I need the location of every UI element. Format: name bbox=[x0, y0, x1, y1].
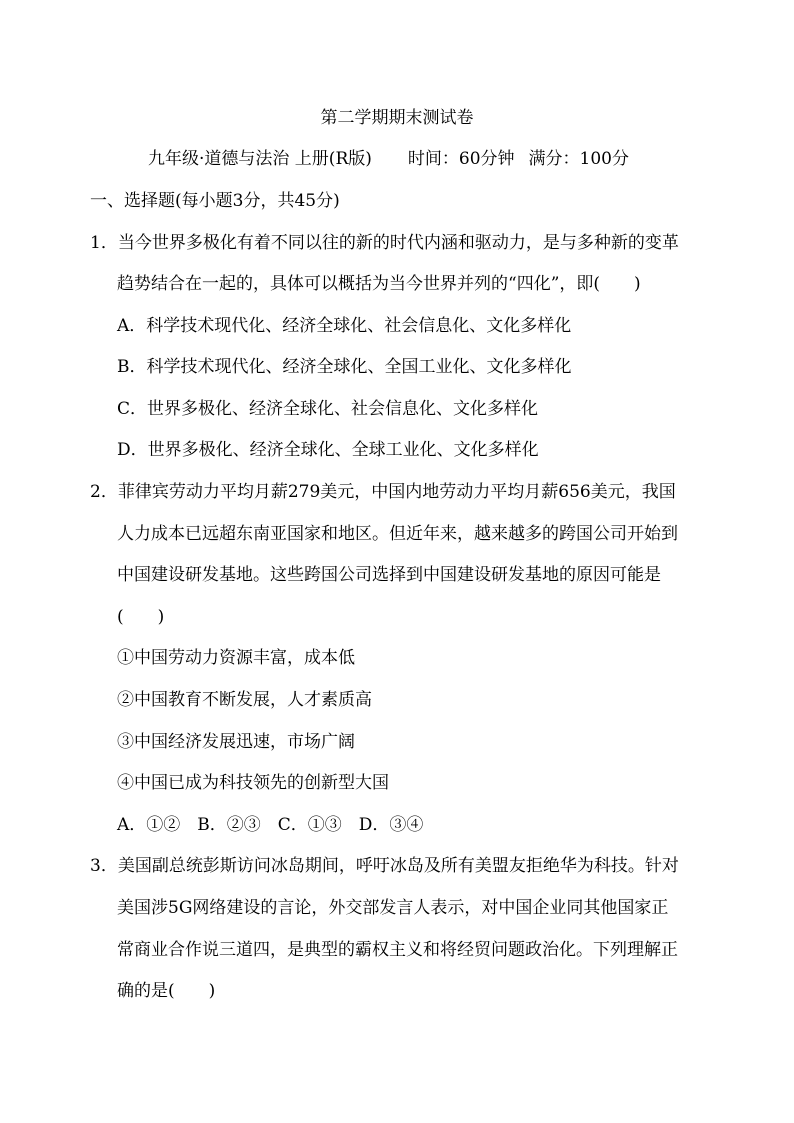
question-2-stem-line-3: 中国建设研发基地。这些跨国公司选择到中国建设研发基地的原因可能是 bbox=[117, 565, 661, 585]
question-1-option-b: B．科学技术现代化、经济全球化、全国工业化、文化多样化 bbox=[117, 357, 572, 377]
section-heading: 一、选择题(每小题3分，共45分) bbox=[90, 191, 340, 211]
question-3-stem-line-1: 3．美国副总统彭斯访问冰岛期间，呼吁冰岛及所有美盟友拒绝华为科技。针对 bbox=[90, 856, 679, 876]
question-2-stem-line-2: 人力成本已远超东南亚国家和地区。但近年来，越来越多的跨国公司开始到 bbox=[117, 524, 678, 544]
question-3-stem-line-2: 美国涉5G网络建设的言论，外交部发言人表示，对中国企业同其他国家正 bbox=[117, 898, 669, 918]
question-1-option-d: D．世界多极化、经济全球化、全球工业化、文化多样化 bbox=[117, 440, 539, 460]
question-1-stem-line-2: 趋势结合在一起的，具体可以概括为当今世界并列的“四化”，即( ) bbox=[117, 274, 641, 294]
question-1-option-c: C．世界多极化、经济全球化、社会信息化、文化多样化 bbox=[117, 399, 539, 419]
question-2-options: A．①② B．②③ C．①③ D．③④ bbox=[117, 815, 424, 835]
full-score: 满分：100分 bbox=[528, 149, 629, 169]
exam-info bbox=[148, 147, 629, 171]
question-1-stem-line-1: 1．当今世界多极化有着不同以往的新的时代内涵和驱动力，是与多种新的变革 bbox=[90, 233, 679, 253]
question-2-item-1: ①中国劳动力资源丰富，成本低 bbox=[117, 648, 355, 668]
question-2-item-2: ②中国教育不断发展，人才素质高 bbox=[117, 690, 372, 710]
question-2-stem-line-4: ( ) bbox=[117, 607, 165, 627]
question-2-item-4: ④中国已成为科技领先的创新型大国 bbox=[117, 773, 389, 793]
question-1-option-a: A．科学技术现代化、经济全球化、社会信息化、文化多样化 bbox=[117, 316, 572, 336]
question-3-stem-line-3: 常商业合作说三道四，是典型的霸权主义和将经贸问题政治化。下列理解正 bbox=[117, 940, 678, 960]
question-2-item-3: ③中国经济发展迅速，市场广阔 bbox=[117, 732, 355, 752]
page-title: 第二学期期末测试卷 bbox=[320, 108, 474, 128]
question-3-stem-line-4: 确的是( ) bbox=[117, 981, 216, 1001]
grade-subject: 九年级·道德与法治 上册(R版) bbox=[148, 149, 372, 169]
question-2-stem-line-1: 2．菲律宾劳动力平均月薪279美元，中国内地劳动力平均月薪656美元，我国 bbox=[90, 482, 676, 502]
exam-time: 时间：60分钟 bbox=[407, 149, 515, 169]
